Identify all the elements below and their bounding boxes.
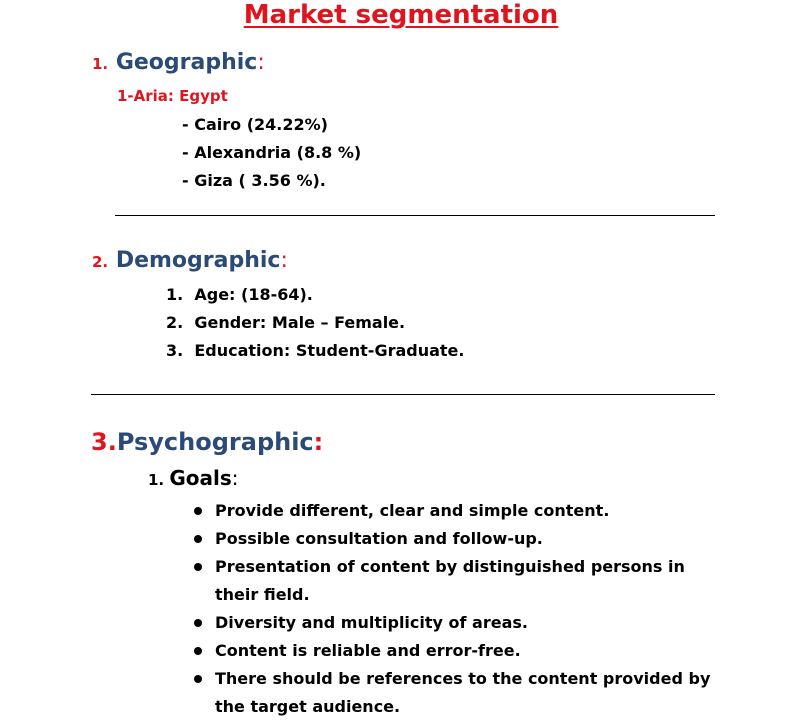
goal-item: Provide different, clear and simple content. (215, 501, 610, 520)
bullet-icon (194, 675, 202, 683)
goals-title: Goals (169, 466, 232, 490)
demographic-item: 1. Age: (18-64). (166, 285, 313, 304)
page-title: Market segmentation (243, 0, 559, 30)
divider (115, 215, 715, 216)
area-label: 1-Aria: Egypt (117, 87, 228, 105)
section-number: 2. (92, 253, 109, 271)
bullet-icon (194, 647, 202, 655)
goal-item: Content is reliable and error-free. (215, 641, 521, 660)
section-colon: : (280, 248, 288, 273)
section-title: Demographic (115, 248, 281, 273)
region-item: - Giza ( 3.56 %). (182, 171, 326, 190)
goal-item: Presentation of content by distinguished persons in (215, 557, 685, 576)
divider (91, 394, 715, 395)
goal-item: Diversity and multiplicity of areas. (215, 613, 528, 632)
goals-heading (148, 466, 239, 490)
geographic-heading (92, 50, 265, 75)
region-item: - Cairo (24.22%) (182, 115, 328, 134)
demographic-item: 2. Gender: Male – Female. (166, 313, 406, 332)
section-title: Psychographic (116, 428, 314, 456)
bullet-icon (194, 563, 202, 571)
demographic-heading (92, 248, 288, 273)
psychographic-heading (91, 428, 323, 456)
goals-colon: : (231, 466, 239, 490)
section-colon: : (257, 50, 265, 75)
goals-number: 1. (148, 471, 165, 489)
goal-item-continuation: their field. (215, 585, 310, 604)
section-number: 1. (92, 55, 109, 73)
bullet-icon (194, 507, 202, 515)
goal-item-continuation: the target audience. (215, 697, 401, 716)
bullet-icon (194, 619, 202, 627)
demographic-item: 3. Education: Student-Graduate. (166, 341, 465, 360)
goal-item: There should be references to the content provided by (215, 669, 711, 688)
bullet-icon (194, 535, 202, 543)
section-title: Geographic (115, 50, 258, 75)
region-item: - Alexandria (8.8 %) (182, 143, 362, 162)
section-colon: : (313, 428, 324, 456)
section-number: 3. (91, 428, 117, 456)
goal-item: Possible consultation and follow-up. (215, 529, 543, 548)
